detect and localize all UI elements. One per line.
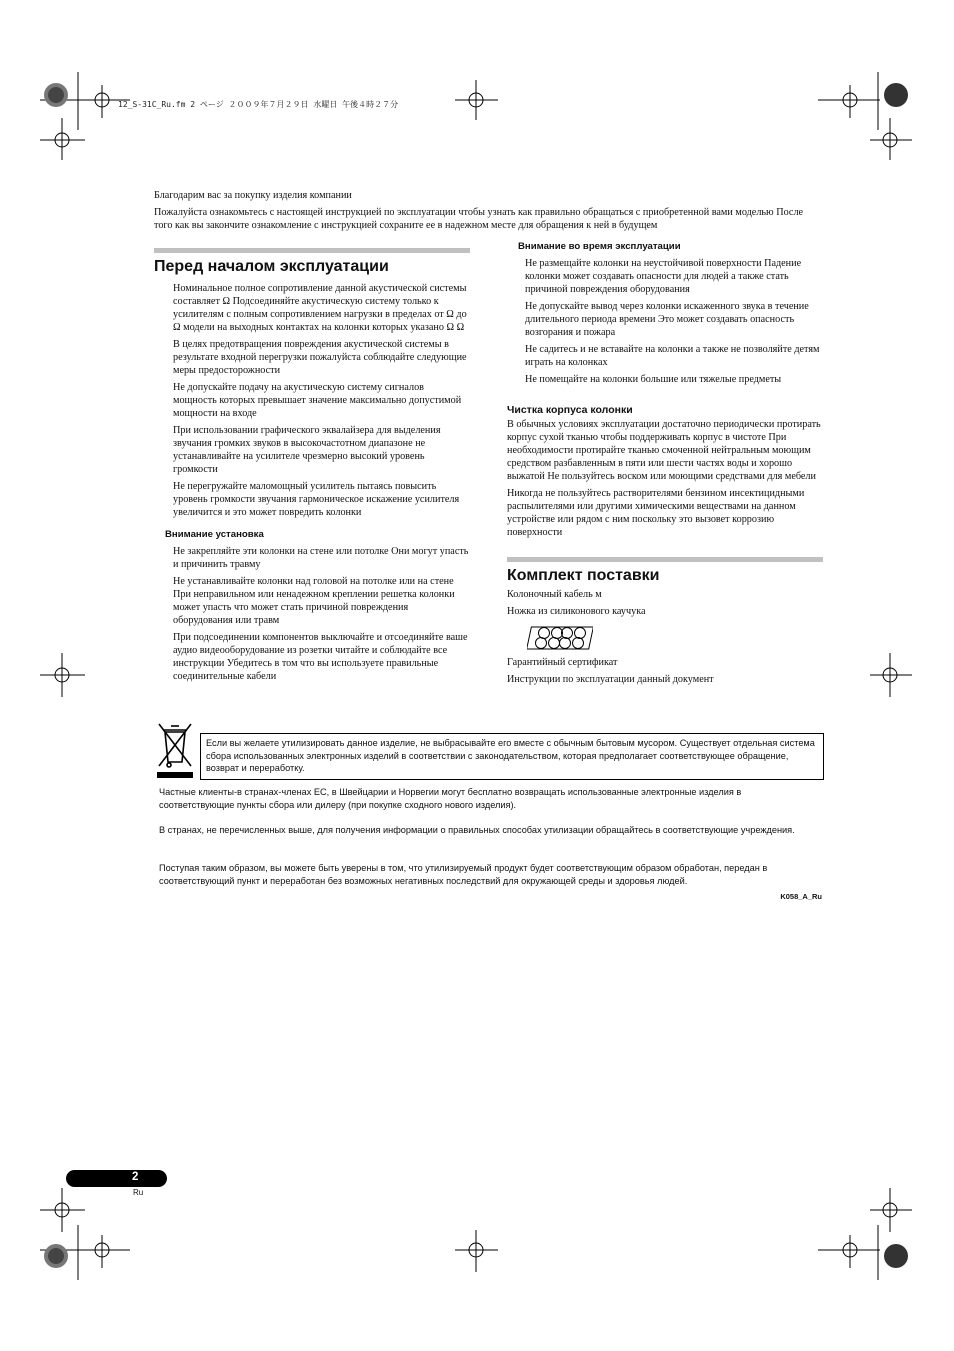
operation-paragraph: Не допускайте вывод через колонки искаженного звука в течение длительного периода времени Это может создавать опасность возгорания и пожара <box>525 301 809 338</box>
cleaning-paragraph: В обычных условиях эксплуатации достаточно периодически протирать корпус сухой тканью чтобы поддерживать корпус в чистоте При необходимости протирайте тканью смоченной нейтральным моющим средством разбавленным в пяти или шести частях воды и хорошо выжатой Не пользуйтесь воском или моющими средствами для мебели <box>507 419 821 482</box>
section-bar <box>507 557 823 562</box>
precaution-paragraph: Не допускайте подачу на акустическую систему сигналов мощность которых превышает значение максимально допустимой мощности на входе <box>173 382 462 419</box>
cleaning-heading: Чистка корпуса колонки <box>507 404 633 416</box>
page-number-tab <box>66 1170 167 1187</box>
weee-box-text: Если вы желаете утилизировать данное изделие, не выбрасывайте его вместе с обычным бытовым мусором. Существует отдельная система сбора использованных электронных изделий в соответствии с законодательством, которая предполагает соответствующее обращение, возврат и переработку. <box>206 738 815 773</box>
cleaning-paragraph: Никогда не пользуйтесь растворителями бензином инсектицидными распылителями или другими химическими веществами на данном устройстве или рядом с ним поскольку это вызовет коррозию поверхности <box>507 488 805 538</box>
operation-paragraph: Не помещайте на колонки большие или тяжелые предметы <box>525 374 782 385</box>
intro-line-1: Благодарим вас за покупку изделия компании <box>154 190 352 201</box>
section-title-before-use: Перед началом эксплуатации <box>154 258 389 275</box>
section-title-kit: Комплект поставки <box>507 567 660 584</box>
caution-operation-heading: Внимание во время эксплуатации <box>518 241 681 252</box>
kit-item: Колоночный кабель м <box>507 589 602 600</box>
weee-code: K058_A_Ru <box>780 892 822 901</box>
operation-paragraph: Не размещайте колонки на неустойчивой поверхности Падение колонки может создавать опасности для людей а также стать причиной повреждения оборудования <box>525 258 802 295</box>
caution-paragraph: При подсоединении компонентов выключайте и отсоединяйте ваше аудио видеооборудование из розетки читайте и соблюдайте все инструкции Убедитесь в том что вы используете правильные соединительные кабели <box>173 632 468 682</box>
page-number: 2 <box>132 1171 139 1183</box>
left-column <box>154 248 470 687</box>
weee-notice-box <box>200 733 824 780</box>
kit-item: Ножка из силиконового каучука <box>507 606 646 617</box>
kit-item: Инструкции по эксплуатации данный документ <box>507 674 714 685</box>
intro-line-2: Пожалуйста ознакомьтесь с настоящей инструкцией по эксплуатации чтобы узнать как правильно обращаться с приобретенной вами моделью После того как вы закончите ознакомление с инструкцией сохраните ее в надежном месте для обращения к ней в будущем <box>154 207 804 231</box>
precaution-paragraph: При использовании графического эквалайзера для выделения звучания громких звуков в высокочастотном диапазоне не устанавливайте на усилителе чрезмерно высокий уровень громкости <box>173 425 441 475</box>
right-column <box>507 241 823 686</box>
caution-paragraph: Не закрепляйте эти колонки на стене или потолке Они могут упасть и причинить травму <box>173 546 469 570</box>
caution-paragraph: Не устанавливайте колонки над головой на потолке или на стене При неправильном или ненадежном креплении решетка колонки может упасть что может стать причиной повреждения оборудования или травм <box>173 576 455 626</box>
weee-paragraph-2: В странах, не перечисленных выше, для получения информации о правильных способах утилизации обращайтесь в соответствующие учреждения. <box>159 825 795 835</box>
precaution-paragraph: Номинальное полное сопротивление данной акустической системы составляет Ω Подсоединяйте акустическую систему только к усилителям с полным сопротивлением нагрузки в пределах от Ω до Ω модели на выходных контактах на колонки которых указано Ω Ω <box>173 283 467 333</box>
file-header-line: 12_S-31C_Ru.fm 2 ページ ２００９年７月２９日 水曜日 午後４時２７分 <box>118 100 399 109</box>
kit-item: Гарантийный сертификат <box>507 657 618 668</box>
precaution-paragraph: В целях предотвращения повреждения акустической системы в результате входной перегрузки пожалуйста соблюдайте следующие меры предосторожности <box>173 339 467 376</box>
weee-paragraph-1: Частные клиенты-в странах-членах ЕС, в Швейцарии и Норвегии могут бесплатно возвращать использованные электронные изделия в соответствующие пункты сбора или дилеру (при покупке сходного нового изделия). <box>159 787 742 810</box>
caution-installation-heading: Внимание установка <box>165 529 264 540</box>
language-label: Ru <box>133 1188 144 1197</box>
section-bar <box>154 248 470 253</box>
precaution-paragraph: Не перегружайте маломощный усилитель пытаясь повысить уровень громкости звучания гармоническое искажение усилителя увеличится и это может повредить колонки <box>173 481 460 518</box>
operation-paragraph: Не садитесь и не вставайте на колонки а также не позволяйте детям играть на колонках <box>525 344 820 368</box>
weee-paragraph-3: Поступая таким образом, вы можете быть уверены в том, что утилизируемый продукт будет соответствующим образом обработан, передан в соответствующий пункт и переработан без возможных негативных последствий для окружающей среды и здоровья людей. <box>159 863 768 886</box>
silicone-feet-illustration <box>527 624 593 652</box>
crossed-bin-icon <box>155 720 195 780</box>
